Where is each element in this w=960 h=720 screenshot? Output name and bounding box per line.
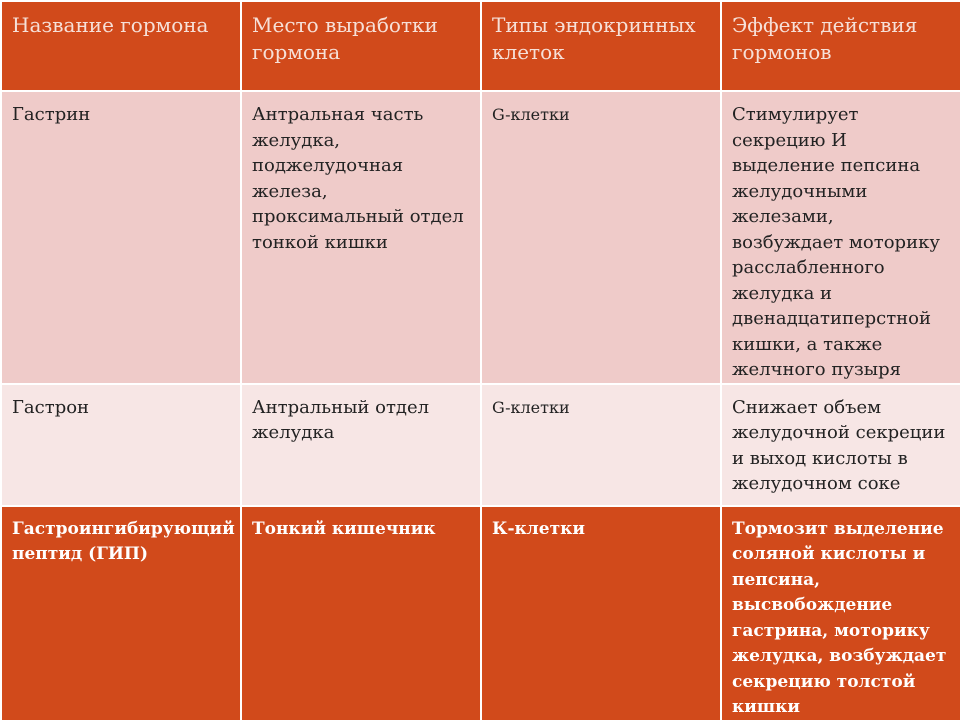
cell-production-place: Тонкий кишечник xyxy=(241,506,481,720)
cell-effect: Снижает объем желудочной секреции и выход кислоты в желудочном соке xyxy=(721,384,960,506)
cell-effect: Стимулирует секрецию И выделение пепсина желудочными железами, возбуждает моторику расслабленного желудка и двенадцатиперстной кишки, а также желчного пузыря xyxy=(721,91,960,384)
cell-effect: Тормозит выделение соляной кислоты и пепсина, высвобождение гастрина, моторику желудка, возбуждает секрецию толстой кишки xyxy=(721,506,960,720)
header-production-place: Место выработки гормона xyxy=(241,1,481,91)
table-row xyxy=(1,384,960,506)
header-cell-types: Типы эндокринных клеток xyxy=(481,1,721,91)
cell-cell-types: К-клетки xyxy=(481,506,721,720)
cell-hormone-name: Гастроингибирующий пептид (ГИП) xyxy=(1,506,241,720)
cell-production-place: Антральный отдел желудка xyxy=(241,384,481,506)
cell-cell-types: G-клетки xyxy=(481,91,721,384)
cell-cell-types: G-клетки xyxy=(481,384,721,506)
cell-hormone-name: Гастрин xyxy=(1,91,241,384)
table-header-row xyxy=(1,1,960,91)
header-effect: Эффект действия гормонов xyxy=(721,1,960,91)
cell-hormone-name: Гастрон xyxy=(1,384,241,506)
table-row xyxy=(1,91,960,384)
cell-production-place: Антральная часть желудка, поджелудочная железа, проксимальный отдел тонкой кишки xyxy=(241,91,481,384)
header-hormone-name: Название гормона xyxy=(1,1,241,91)
table-row xyxy=(1,506,960,720)
